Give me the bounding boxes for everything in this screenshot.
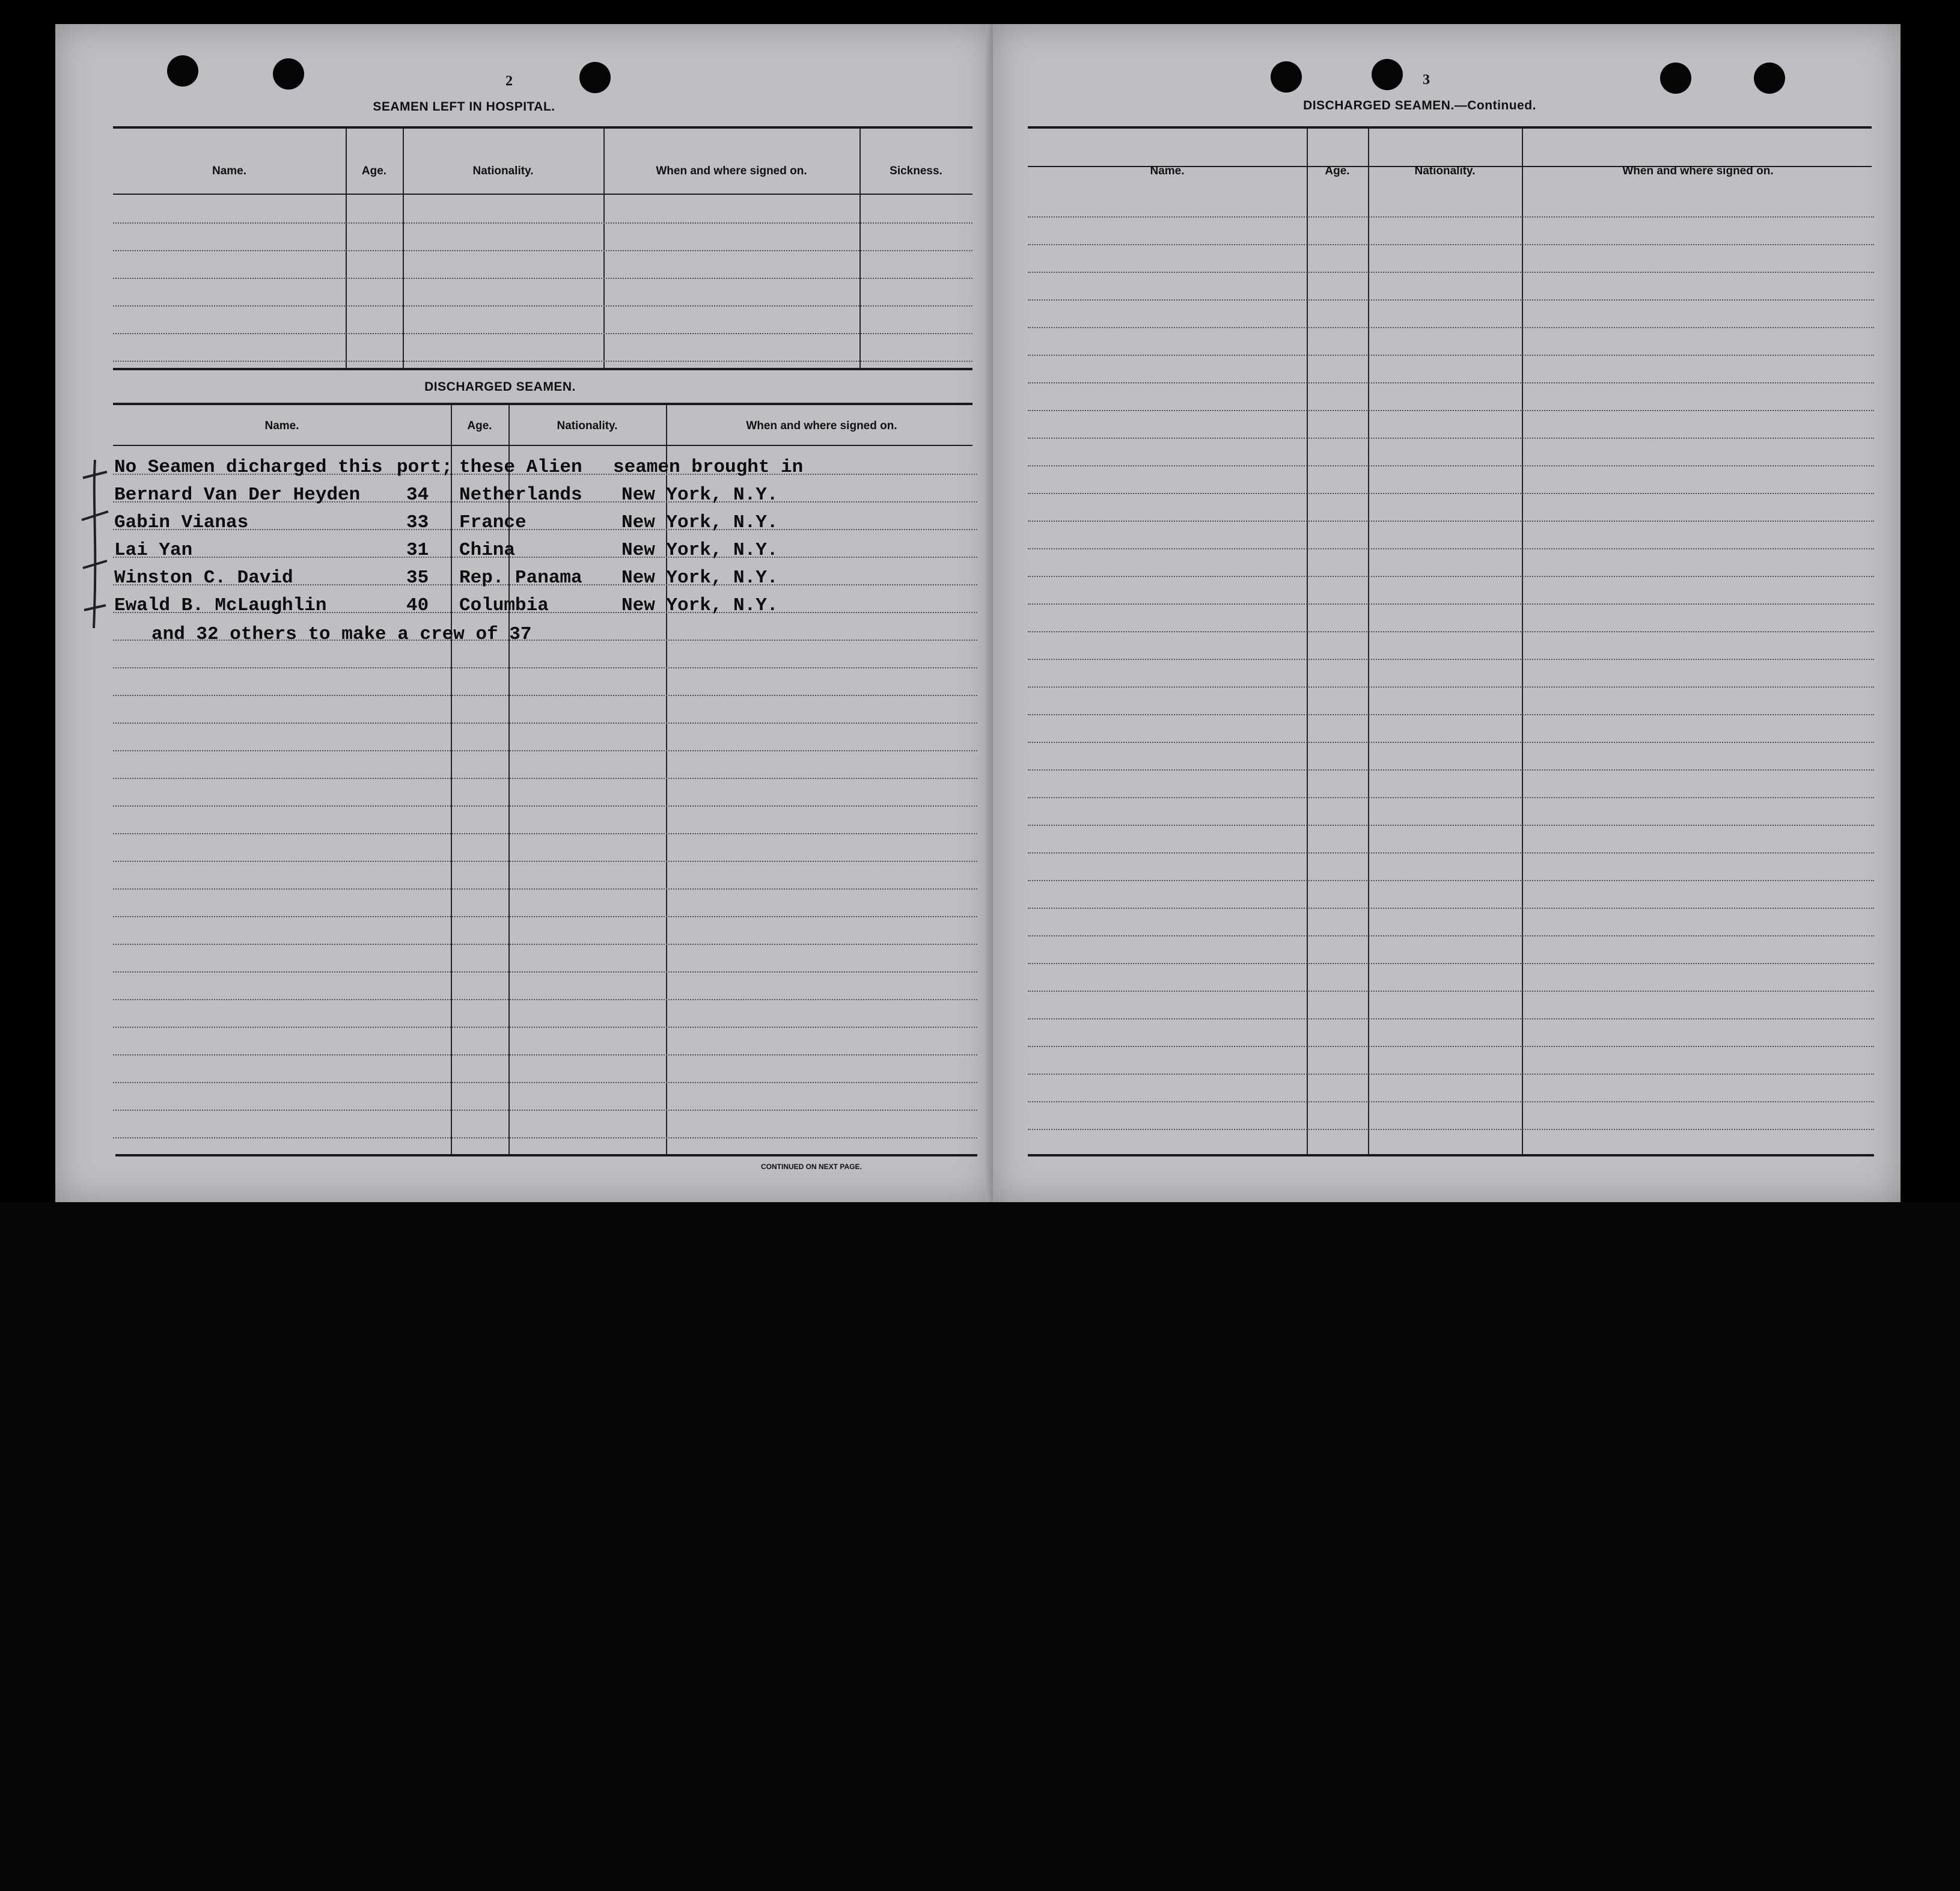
col-header-nationality: Nationality. — [472, 165, 534, 177]
row-line — [1028, 769, 1874, 771]
entry-nationality: Netherlands — [459, 484, 582, 506]
column-divider — [451, 404, 452, 1154]
column-divider — [603, 127, 605, 368]
punch-hole — [1754, 63, 1785, 94]
row-line — [1028, 1046, 1874, 1047]
entry-name: No Seamen dicharged this — [114, 457, 383, 478]
row-line — [1028, 880, 1874, 881]
row-line — [1028, 631, 1874, 632]
entry-nationality: Columbia — [459, 595, 549, 616]
entry-name: Ewald B. McLaughlin — [114, 595, 327, 616]
row-line — [1028, 382, 1874, 383]
row-line — [113, 278, 972, 279]
row-line — [113, 888, 977, 890]
punch-hole — [273, 58, 304, 90]
right-bottom-rule — [1028, 1154, 1874, 1156]
punch-hole — [1372, 59, 1403, 90]
continued-note: CONTINUED ON NEXT PAGE. — [761, 1162, 862, 1171]
row-line — [1028, 991, 1874, 992]
row-line — [1028, 825, 1874, 826]
row-line — [1028, 272, 1874, 273]
entry-signed-on: New York, N.Y. — [621, 512, 778, 533]
row-line — [1028, 521, 1874, 522]
row-line — [113, 999, 977, 1000]
page-number: 3 — [1423, 72, 1430, 88]
entry-age: 31 — [406, 540, 429, 561]
entry-signed-on: New York, N.Y. — [621, 484, 778, 506]
row-line — [113, 1110, 977, 1111]
row-line — [1028, 410, 1874, 411]
discharged-continued-table — [1028, 127, 1874, 1154]
handwritten-margin-mark — [77, 454, 113, 634]
row-line — [1028, 355, 1874, 356]
col-header-signed-on: When and where signed on. — [656, 165, 807, 177]
row-line — [113, 1137, 977, 1138]
entry-nationality: France — [459, 512, 527, 533]
punch-hole — [579, 62, 611, 93]
punch-hole — [1271, 61, 1302, 93]
row-line — [1028, 1129, 1874, 1130]
row-line — [113, 250, 972, 251]
row-line — [1028, 576, 1874, 577]
row-line — [1028, 714, 1874, 715]
punch-hole — [167, 55, 198, 87]
row-line — [1028, 686, 1874, 688]
row-line — [1028, 963, 1874, 964]
right-page — [993, 24, 1900, 1202]
discharged-continued-title: DISCHARGED SEAMEN.—Continued. — [1303, 99, 1536, 112]
row-line — [1028, 216, 1874, 218]
row-line — [113, 557, 977, 558]
row-line — [1028, 299, 1874, 301]
hospital-table — [113, 127, 972, 368]
col-header-nationality: Nationality. — [557, 420, 618, 432]
row-line — [113, 1027, 977, 1028]
row-line — [113, 1054, 977, 1055]
row-line — [113, 778, 977, 779]
col-header-signed-on: When and where signed on. — [746, 420, 897, 432]
row-line — [1028, 1074, 1874, 1075]
row-line — [1028, 327, 1874, 328]
col-header-age: Age. — [467, 420, 492, 432]
entry-name: Lai Yan — [114, 540, 193, 561]
entry-age: 40 — [406, 595, 429, 616]
col-header-nationality: Nationality. — [1414, 165, 1476, 177]
col-header-age: Age. — [1325, 165, 1350, 177]
row-line — [113, 361, 972, 362]
row-line — [1028, 742, 1874, 743]
row-line — [1028, 797, 1874, 798]
row-line — [1028, 1101, 1874, 1102]
col-header-name: Name. — [212, 165, 247, 177]
entry-footer-line: and 32 others to make a crew of 37 — [151, 624, 532, 645]
left-page — [55, 24, 993, 1202]
row-line — [113, 222, 972, 224]
row-line — [113, 916, 977, 917]
entry-name: Gabin Vianas — [114, 512, 249, 533]
scan-backdrop — [0, 1202, 1960, 1891]
row-line — [113, 305, 972, 307]
row-line — [1028, 548, 1874, 549]
entry-signed-on: New York, N.Y. — [621, 567, 778, 588]
row-line — [113, 805, 977, 807]
column-divider — [1368, 127, 1369, 1154]
punch-hole — [1660, 63, 1691, 94]
column-divider — [1307, 127, 1308, 1154]
entry-signed-on: New York, N.Y. — [621, 540, 778, 561]
col-header-name: Name. — [264, 420, 299, 432]
entry-age: 34 — [406, 484, 429, 506]
row-line — [113, 971, 977, 973]
entry-age: 35 — [406, 567, 429, 588]
entry-nationality: these Alien — [459, 457, 582, 478]
discharged-bottom-rule — [115, 1154, 977, 1156]
entry-nationality: Rep. Panama — [459, 567, 582, 588]
col-header-sickness: Sickness. — [890, 165, 942, 177]
row-line — [113, 833, 977, 834]
row-line — [1028, 935, 1874, 936]
row-line — [1028, 493, 1874, 494]
column-divider — [859, 127, 861, 368]
row-line — [113, 861, 977, 862]
page-number: 2 — [505, 73, 513, 89]
row-line — [113, 333, 972, 334]
row-line — [113, 1082, 977, 1083]
column-divider — [403, 127, 404, 368]
row-line — [1028, 1018, 1874, 1019]
col-header-age: Age. — [361, 165, 387, 177]
entry-name: Bernard Van Der Heyden — [114, 484, 361, 506]
row-line — [1028, 659, 1874, 660]
column-divider — [346, 127, 347, 368]
row-line — [1028, 908, 1874, 909]
entry-age: 33 — [406, 512, 429, 533]
hospital-section-title: SEAMEN LEFT IN HOSPITAL. — [373, 100, 555, 114]
entry-nationality: China — [459, 540, 516, 561]
entry-name: Winston C. David — [114, 567, 293, 588]
hospital-bottom-rule — [113, 368, 972, 370]
row-line — [1028, 438, 1874, 439]
row-line — [113, 750, 977, 751]
row-line — [113, 667, 977, 668]
col-header-signed-on: When and where signed on. — [1622, 165, 1774, 177]
col-header-name: Name. — [1150, 165, 1185, 177]
row-line — [1028, 603, 1874, 605]
row-line — [113, 695, 977, 696]
row-line — [113, 944, 977, 945]
row-line — [1028, 852, 1874, 854]
row-line — [1028, 244, 1874, 245]
column-divider — [1522, 127, 1523, 1154]
entry-signed-on: New York, N.Y. — [621, 595, 778, 616]
row-line — [113, 722, 977, 724]
discharged-section-title: DISCHARGED SEAMEN. — [424, 380, 576, 394]
row-line — [1028, 465, 1874, 466]
entry-signed-on: seamen brought in — [613, 457, 804, 478]
entry-age: port; — [397, 457, 453, 478]
